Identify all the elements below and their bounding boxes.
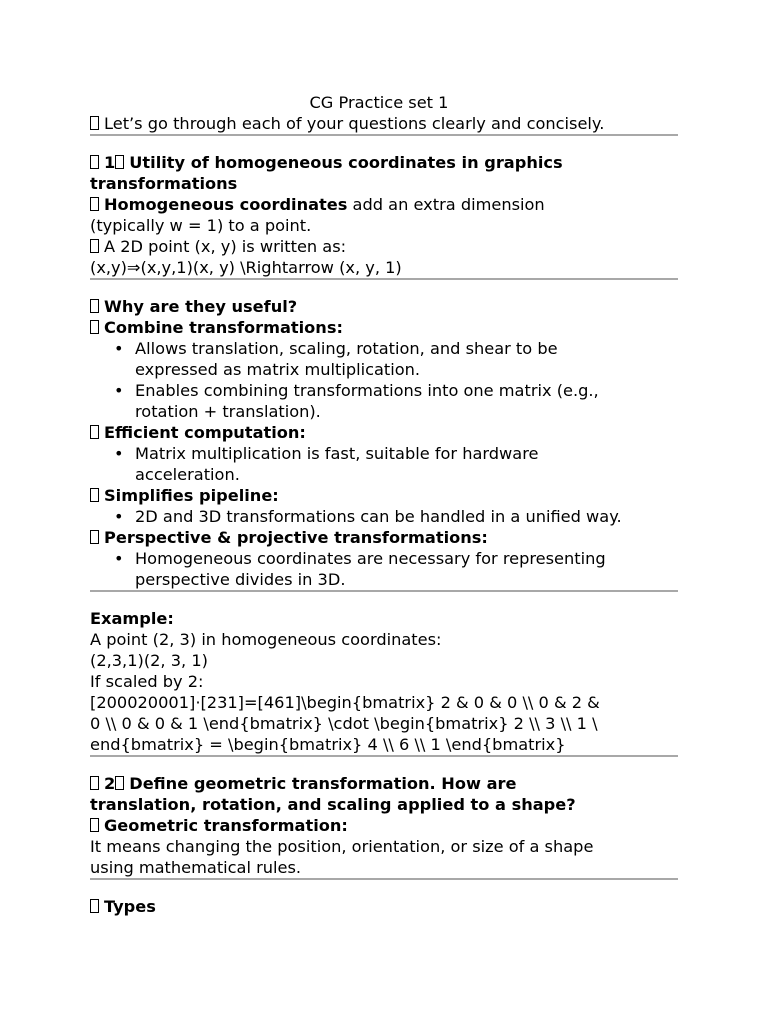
emoji-placeholder-icon	[90, 239, 99, 253]
example-line: 0 \\ 0 & 0 & 1 \end{bmatrix} \cdot \begin{bmatrix} 2 \\ 3 \\ 1 \	[90, 714, 598, 733]
bullet-icon: •	[114, 381, 124, 400]
list-item: • Matrix multiplication is fast, suitable for hardware acceleration.	[114, 444, 539, 484]
example-line: (2,3,1)(2, 3, 1)	[90, 651, 208, 670]
emoji-placeholder-icon	[90, 818, 99, 832]
list-item: • Enables combining transformations into one matrix (e.g., rotation + translation).	[114, 381, 599, 421]
q2-heading: 2 Define geometric transformation. How are	[90, 773, 680, 794]
emoji-placeholder-icon	[90, 530, 99, 544]
list-item: • Allows translation, scaling, rotation, and shear to be expressed as matrix multiplication.	[114, 339, 558, 379]
q1-point-line: A 2D point (x, y) is written as:	[90, 236, 680, 257]
q1-definition-cont: (typically w = 1) to a point.	[90, 216, 312, 235]
emoji-placeholder-icon	[90, 488, 99, 502]
q2-heading-cont: translation, rotation, and scaling applied to a shape?	[90, 795, 576, 814]
page-title: CG Practice set 1	[309, 93, 449, 112]
emoji-placeholder-icon	[90, 299, 99, 313]
example-line: If scaled by 2:	[90, 672, 204, 691]
bullet-icon: •	[114, 549, 124, 568]
keycap-placeholder-icon	[115, 155, 124, 169]
example-heading: Example:	[90, 609, 174, 628]
efficient-heading: Efficient computation:	[90, 422, 680, 443]
example-line: A point (2, 3) in homogeneous coordinates:	[90, 630, 442, 649]
emoji-placeholder-icon	[90, 425, 99, 439]
combine-heading: Combine transformations:	[90, 317, 680, 338]
q1-heading-cont: transformations	[90, 174, 238, 193]
emoji-placeholder-icon	[90, 320, 99, 334]
document-page	[90, 92, 680, 917]
perspective-heading: Perspective & projective transformations:	[90, 527, 680, 548]
emoji-placeholder-icon	[90, 116, 99, 130]
geo-line: It means changing the position, orientation, or size of a shape	[90, 837, 594, 856]
q1-formula: (x,y)⇒(x,y,1)(x, y) \Rightarrow (x, y, 1)	[90, 258, 402, 277]
list-item: • Homogeneous coordinates are necessary for representing perspective divides in 3D.	[114, 549, 606, 589]
q1-heading: 1 Utility of homogeneous coordinates in graphics	[90, 152, 680, 173]
emoji-placeholder-icon	[90, 155, 99, 169]
example-line: [200020001]⋅[231]=[461]\begin{bmatrix} 2 & 0 & 0 \\ 0 & 2 &	[90, 693, 600, 712]
list-item: • 2D and 3D transformations can be handled in a unified way.	[114, 507, 622, 526]
emoji-placeholder-icon	[90, 776, 99, 790]
q1-definition: Homogeneous coordinates add an extra dimension	[90, 194, 680, 215]
types-heading: Types	[90, 896, 680, 917]
example-line: end{bmatrix} = \begin{bmatrix} 4 \\ 6 \\ 1 \end{bmatrix}	[90, 735, 566, 754]
bullet-icon: •	[114, 444, 124, 463]
why-heading: Why are they useful?	[90, 296, 680, 317]
geo-heading: Geometric transformation:	[90, 815, 680, 836]
intro-line: Let’s go through each of your questions clearly and concisely.	[90, 113, 680, 134]
simplifies-heading: Simplifies pipeline:	[90, 485, 680, 506]
emoji-placeholder-icon	[90, 197, 99, 211]
keycap-placeholder-icon	[115, 776, 124, 790]
bullet-icon: •	[114, 507, 124, 526]
bullet-icon: •	[114, 339, 124, 358]
geo-line: using mathematical rules.	[90, 858, 302, 877]
emoji-placeholder-icon	[90, 899, 99, 913]
